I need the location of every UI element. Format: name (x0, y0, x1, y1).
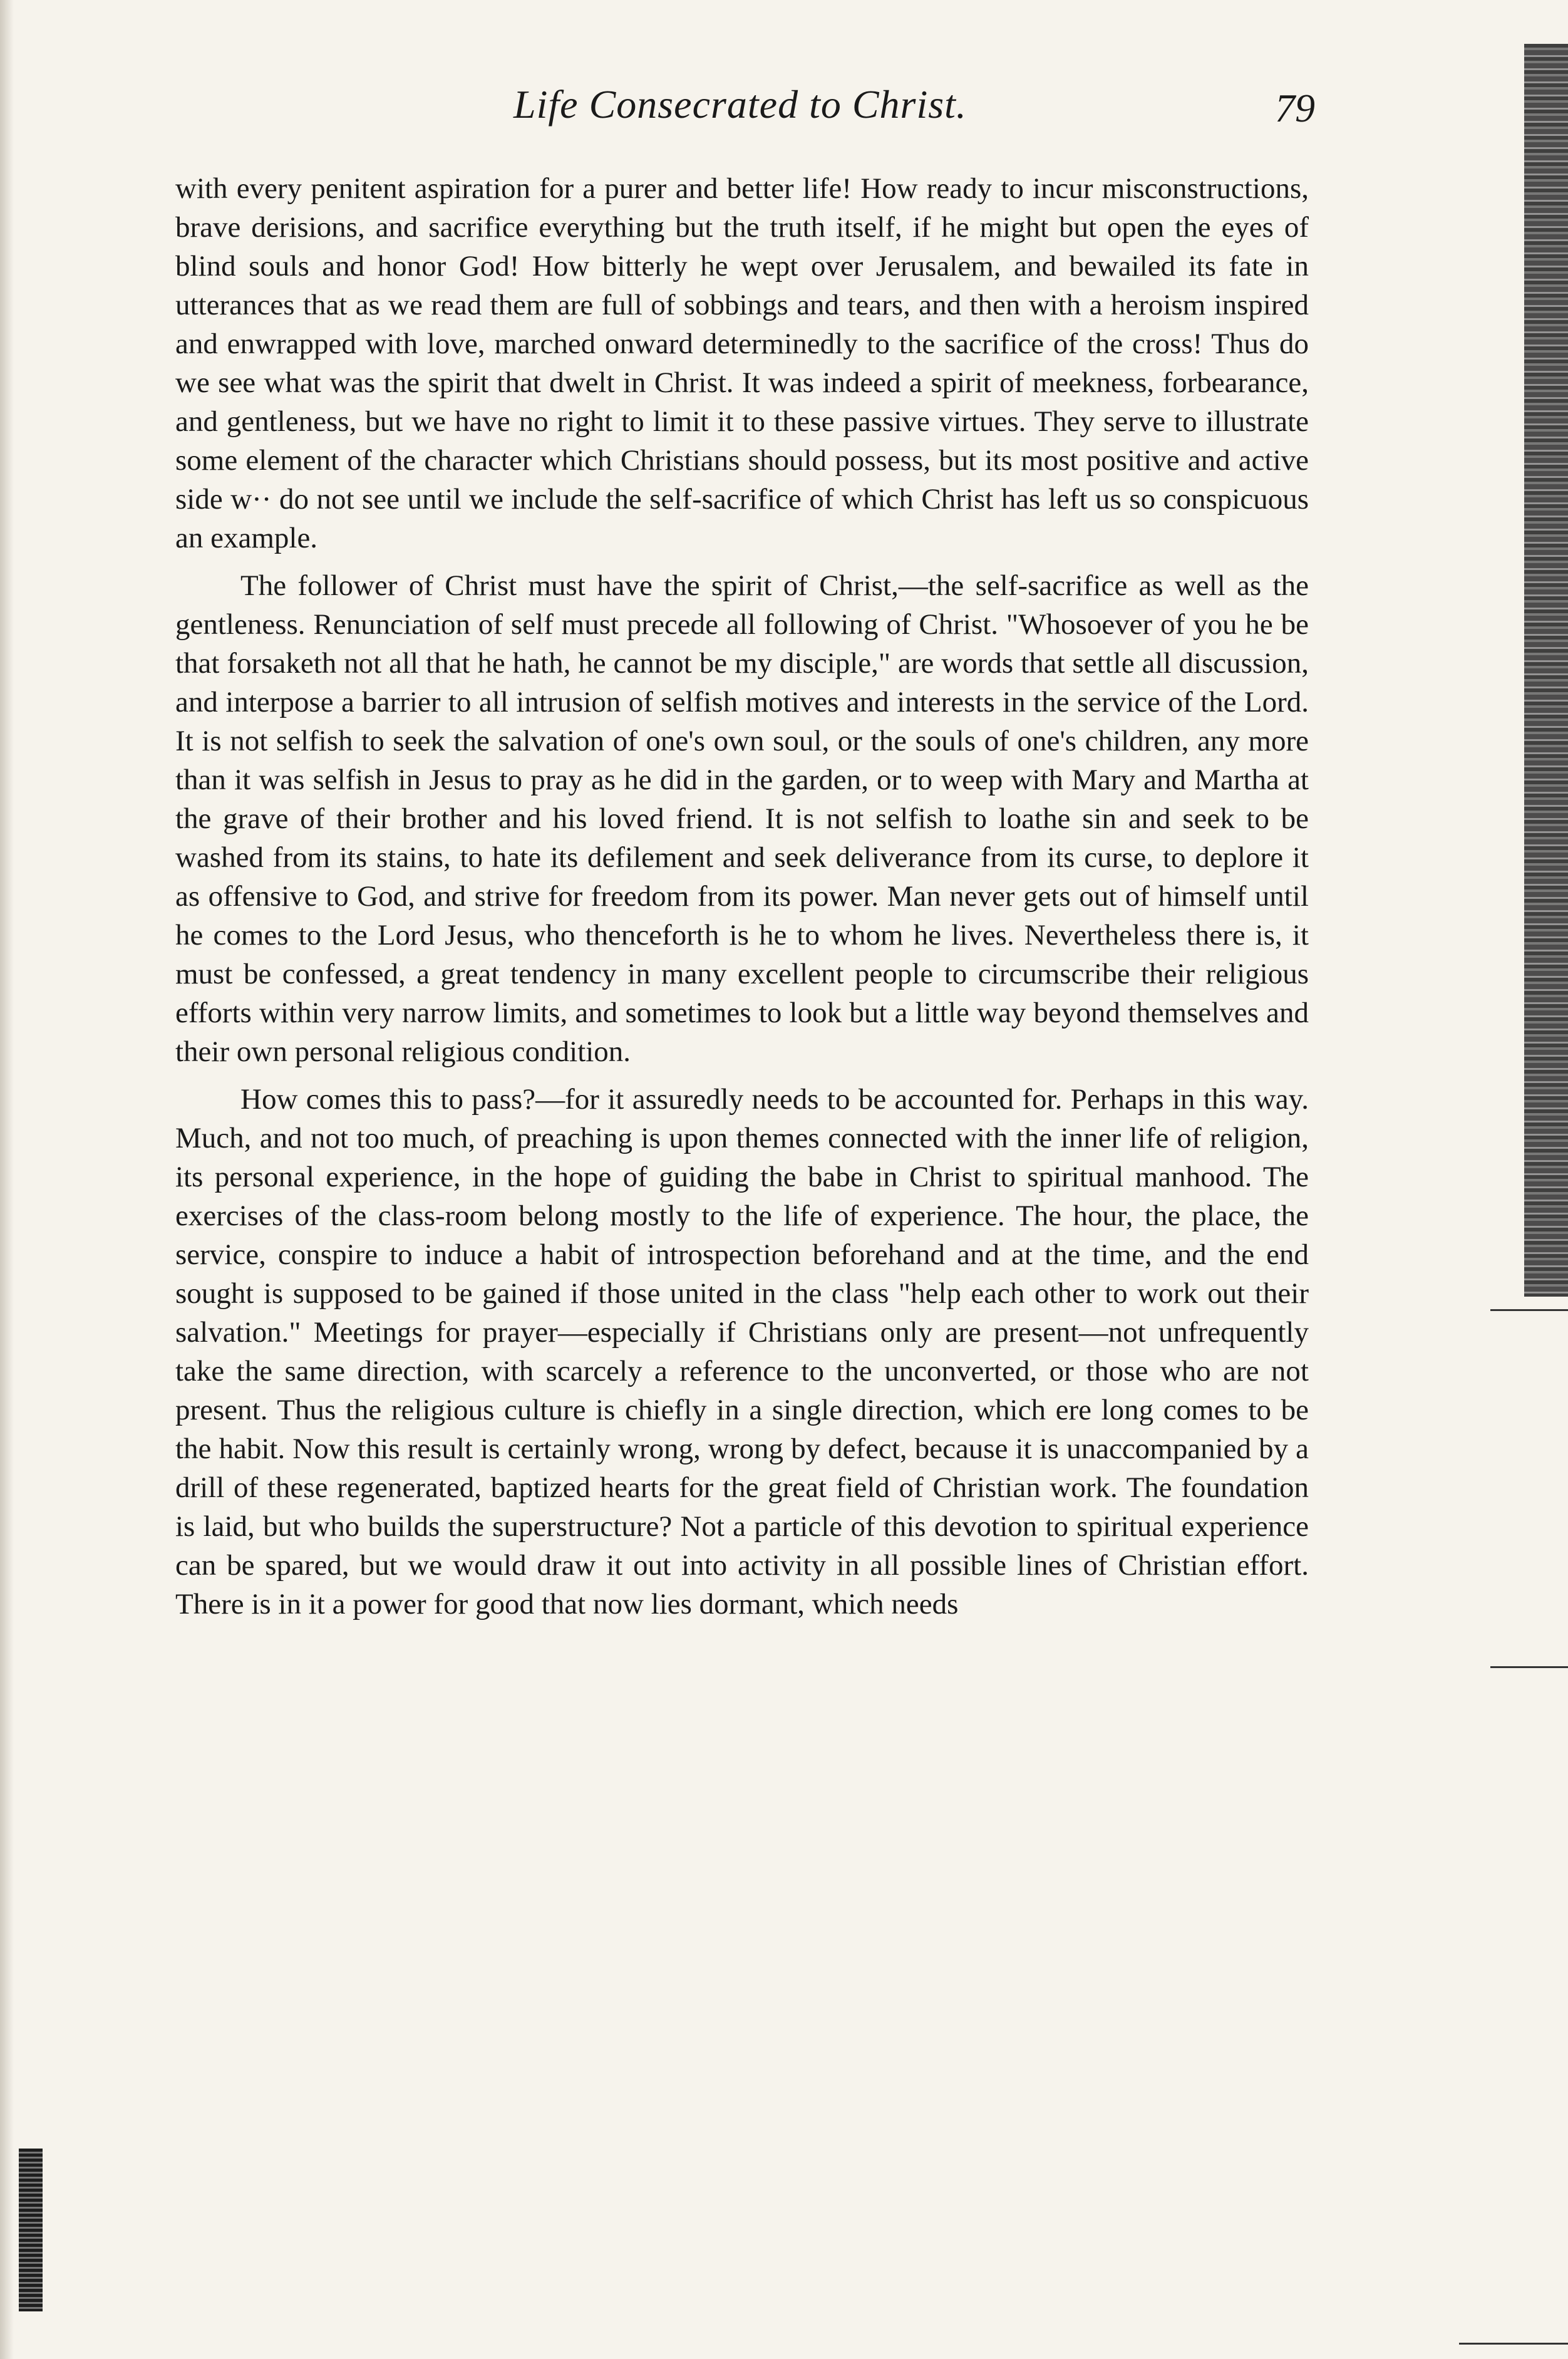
page-left-edge (0, 0, 14, 2359)
paragraph: The follower of Christ must have the spirit of Christ,—the self-sacrifice as well as the gentleness. Renunciation of self must precede all following of Christ. "Whosoever of you he be that forsaketh not all that he hath, he cannot be my disciple," are words that settle all discussion, and interpose a barrier to all intrusion of selfish motives and interests in the service of the Lord. It is not selfish to seek the salvation of one's own soul, or the souls of one's children, any more than it was selfish in Jesus to pray as he did in the garden, or to weep with Mary and Martha at the grave of their brother and his loved friend. It is not selfish to loathe sin and seek to be washed from its stains, to hate its defilement and seek deliverance from its curse, to deplore it as offensive to God, and strive for freedom from its power. Man never gets out of himself until he comes to the Lord Jesus, who thenceforth is he to whom he lives. Nevertheless there is, it must be confessed, a great tendency in many excellent people to circumscribe their religious efforts within very narrow limits, and sometimes to look but a little way beyond themselves and their own personal religious condition. (175, 569, 1309, 1068)
paragraph: with every penitent aspiration for a purer and better life! How ready to incur misconstructions, brave derisions, and sacrifice everything but the truth itself, if he might but open the eyes of blind souls and honor God! How bitterly he wept over Jerusalem, and bewailed its fate in utterances that as we read them are full of sobbings and tears, and then with a heroism inspired and enwrapped with love, marched onward determinedly to the sacrifice of the cross! Thus do we see what was the spirit that dwelt in Christ. It was indeed a spirit of meekness, forbearance, and gentleness, but we have no right to limit it to these passive virtues. They serve to illustrate some element of the character which Christians should possess, but its most positive and active side w·· do not see until we include the self-sacrifice of which Christ has left us so conspicuous an example. (175, 172, 1309, 554)
paragraph: How comes this to pass?—for it assuredly needs to be accounted for. Perhaps in this way. Much, and not too much, of preaching is upon themes connected with the inner life of religion, its personal experience, in the hope of guiding the babe in Christ to spiritual manhood. The exercises of the class-room belong mostly to the life of experience. The hour, the place, the service, conspire to induce a habit of introspection beforehand and at the time, and the end sought is supposed to be gained if those united in the class "help each other to work out their salvation." Meetings for prayer—especially if Christians only are present—not unfrequently take the same direction, with scarcely a reference to the unconverted, or those who are not present. Thus the religious culture is chiefly in a single direction, which ere long comes to be the habit. Now this result is certainly wrong, wrong by defect, because it is unaccompanied by a drill of these regenerated, baptized hearts for the great field of Christian work. The foundation is laid, but who builds the superstructure? Not a particle of this devotion to spiritual experience can be spared, but we would draw it out into activity in all possible lines of Christian effort. There is in it a power for good that now lies dormant, which needs (175, 1083, 1309, 1620)
margin-mark (1490, 1666, 1568, 1668)
body-text (175, 169, 1309, 1632)
page-header (175, 75, 1315, 144)
running-title: Life Consecrated to Christ. (513, 82, 967, 127)
margin-mark (1459, 2343, 1568, 2345)
margin-mark (1490, 1309, 1568, 1311)
binding-shadow-left (19, 2149, 43, 2311)
page-number: 79 (1275, 86, 1315, 130)
binding-shadow-right (1524, 44, 1568, 1297)
